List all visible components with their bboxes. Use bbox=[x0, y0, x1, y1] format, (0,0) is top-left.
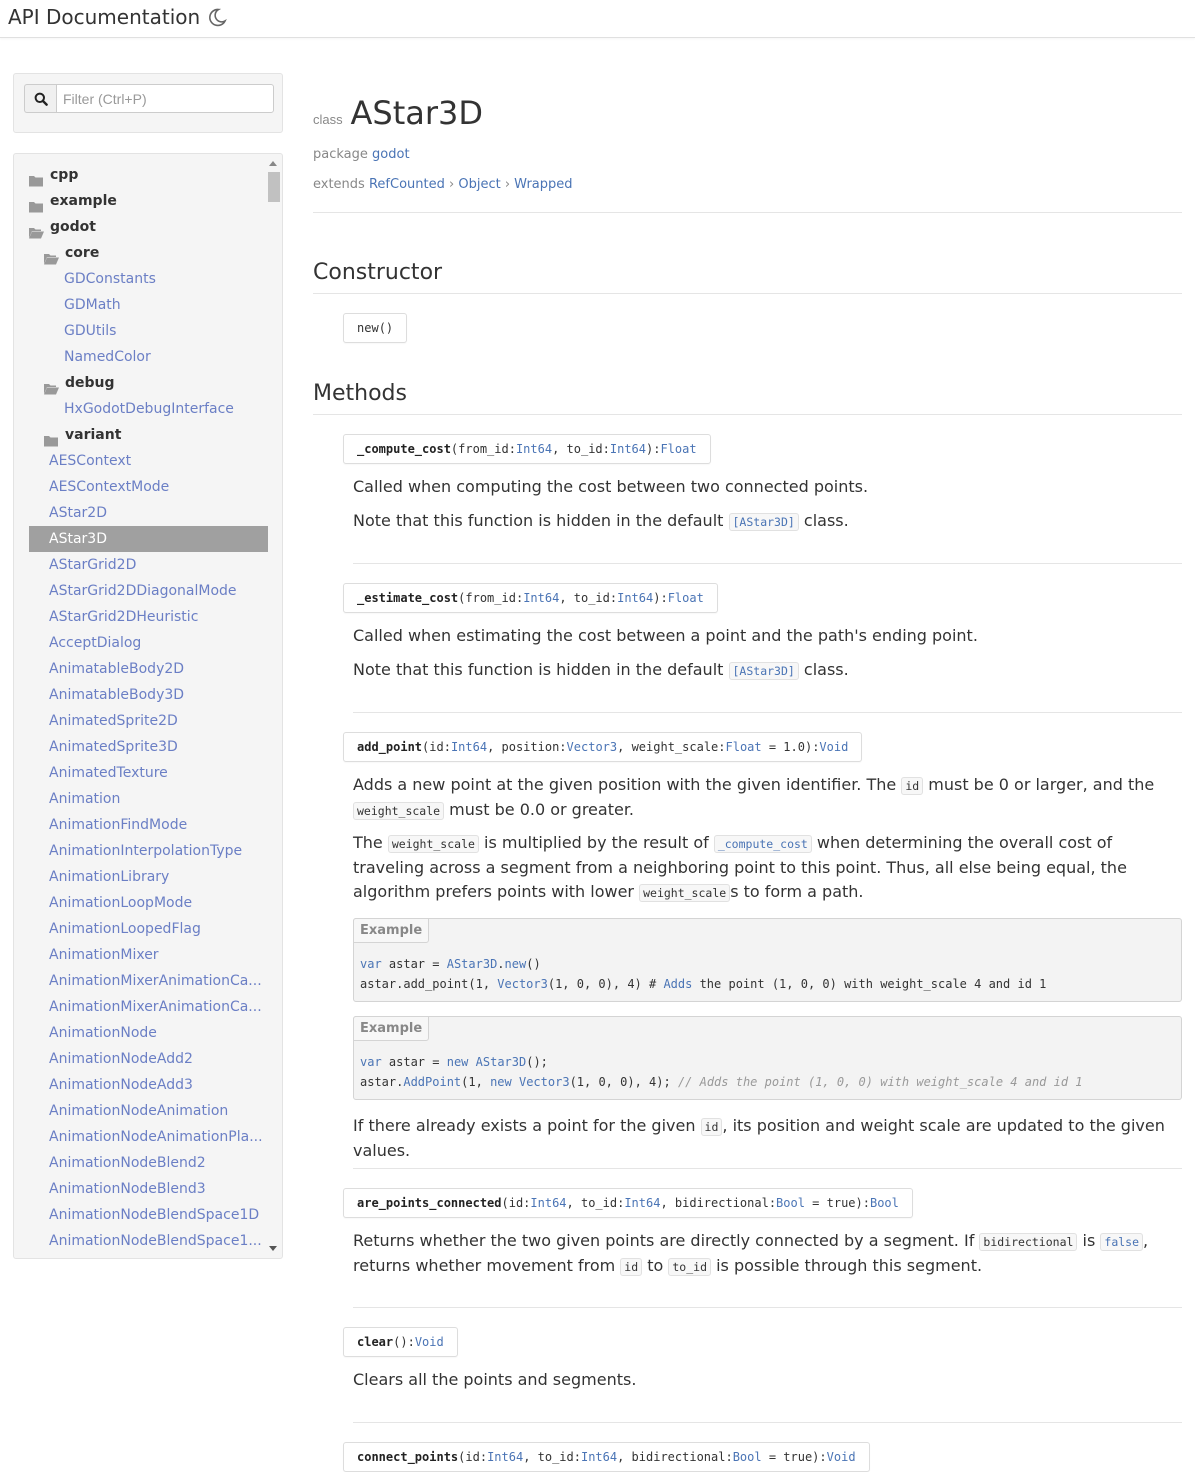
nav-item-label: AnimationLibrary bbox=[49, 869, 170, 885]
nav-class-link[interactable] bbox=[14, 578, 268, 604]
example-label: Example bbox=[353, 1016, 429, 1041]
method-description: Called when estimating the cost between a point and the path's ending point. bbox=[353, 626, 978, 645]
method-separator bbox=[353, 712, 1182, 713]
inline-code: id bbox=[701, 1118, 723, 1136]
divider bbox=[313, 293, 1182, 294]
nav-class-link[interactable] bbox=[14, 474, 268, 500]
folder-open-icon bbox=[44, 378, 58, 389]
nav-list bbox=[14, 162, 268, 1254]
code-block: var astar = AStar3D.new() astar.add_point(1, Vector3(1, 0, 0), 4) # Adds the point (1, 0, 0) with weight_scale 4 and id 1 bbox=[360, 957, 1047, 991]
constructor-heading: Constructor bbox=[313, 260, 443, 285]
nav-class-link[interactable] bbox=[14, 812, 268, 838]
nav-package[interactable] bbox=[14, 240, 268, 266]
nav-item-label: cpp bbox=[50, 167, 79, 183]
nav-class-link[interactable] bbox=[14, 552, 268, 578]
method-description: Returns whether the two given points are directly connected by a segment. If bidirectional is false , returns whether movement from id to to_id is possible through this segment. bbox=[353, 1231, 1149, 1275]
nav-item-label: AESContextMode bbox=[49, 479, 170, 495]
extends-label: extends bbox=[313, 177, 365, 192]
nav-class-link[interactable] bbox=[14, 968, 268, 994]
method-signature-are-points-connected[interactable]: are_points_connected(id:Int64, to_id:Int64, bidirectional:Bool = true):Bool bbox=[343, 1188, 913, 1218]
nav-item-label: AnimationNodeBlend2 bbox=[49, 1155, 206, 1171]
nav-package[interactable] bbox=[14, 370, 268, 396]
package-link[interactable]: godot bbox=[372, 147, 410, 162]
nav-class-link[interactable] bbox=[14, 1072, 268, 1098]
nav-item-label: AStarGrid2DDiagonalMode bbox=[49, 583, 237, 599]
nav-item-label: debug bbox=[65, 375, 115, 391]
nav-class-link[interactable] bbox=[14, 994, 268, 1020]
nav-package[interactable] bbox=[14, 162, 268, 188]
nav-item-label: HxGodotDebugInterface bbox=[64, 401, 234, 417]
extends-separator: › bbox=[504, 177, 511, 192]
nav-class-link[interactable] bbox=[14, 838, 268, 864]
nav-class-link[interactable] bbox=[14, 1228, 268, 1254]
nav-item-label: Animation bbox=[49, 791, 121, 807]
inline-code: false bbox=[1100, 1233, 1143, 1251]
nav-class-link[interactable] bbox=[14, 942, 268, 968]
nav-item-label: AnimationNode bbox=[49, 1025, 157, 1041]
method-signature-clear[interactable]: clear():Void bbox=[343, 1327, 458, 1357]
method-signature-compute-cost[interactable]: _compute_cost(from_id:Int64, to_id:Int64):Float bbox=[343, 434, 711, 464]
nav-item-label: AnimatedSprite3D bbox=[49, 739, 178, 755]
nav-item-label: AnimationNodeBlendSpace1... bbox=[49, 1233, 262, 1249]
nav-class-link[interactable] bbox=[14, 630, 268, 656]
nav-class-link[interactable] bbox=[14, 734, 268, 760]
scroll-up-icon[interactable] bbox=[269, 161, 277, 166]
nav-item-label: AnimationFindMode bbox=[49, 817, 188, 833]
method-separator bbox=[353, 1307, 1182, 1308]
class-keyword: class bbox=[313, 112, 343, 127]
code-block: var astar = new AStar3D(); astar.AddPoint(1, new Vector3(1, 0, 0), 4); // Adds the point (1, 0, 0) with weight_scale 4 and id 1 bbox=[360, 1055, 1083, 1089]
nav-item-label: NamedColor bbox=[64, 349, 151, 365]
scroll-down-icon[interactable] bbox=[269, 1246, 277, 1251]
nav-item-label: variant bbox=[65, 427, 122, 443]
nav-class-link[interactable] bbox=[14, 916, 268, 942]
method-note: Note that this function is hidden in the default [AStar3D] class. bbox=[353, 660, 849, 679]
nav-class-link[interactable] bbox=[14, 708, 268, 734]
extends-link-object[interactable]: Object bbox=[458, 177, 501, 192]
inline-code: weight_scale bbox=[353, 802, 444, 820]
method-signature-estimate-cost[interactable]: _estimate_cost(from_id:Int64, to_id:Int64):Float bbox=[343, 583, 718, 613]
method-ref[interactable]: _compute_cost bbox=[714, 835, 812, 853]
app-title[interactable]: API Documentation bbox=[8, 5, 201, 29]
inline-code: id bbox=[901, 777, 923, 795]
nav-class-link[interactable] bbox=[14, 500, 268, 526]
package-line bbox=[313, 147, 410, 162]
nav-class-link[interactable] bbox=[14, 604, 268, 630]
extends-link-refcounted[interactable]: RefCounted bbox=[368, 177, 445, 192]
nav-scrollbar[interactable] bbox=[267, 156, 280, 1256]
nav-item-label: AnimationNodeAdd2 bbox=[49, 1051, 193, 1067]
nav-class-link[interactable] bbox=[14, 864, 268, 890]
method-description: If there already exists a point for the given id , its position and weight scale are updated to the given values. bbox=[353, 1116, 1165, 1160]
nav-package[interactable] bbox=[14, 214, 268, 240]
nav-item-label: AnimatedTexture bbox=[49, 765, 168, 781]
nav-item-label: core bbox=[65, 245, 100, 261]
nav-item-label: AnimationMixerAnimationCa... bbox=[49, 999, 262, 1015]
method-name: _compute_cost bbox=[357, 442, 451, 456]
extends-link-wrapped[interactable]: Wrapped bbox=[514, 177, 573, 192]
nav-class-link[interactable] bbox=[14, 656, 268, 682]
nav-class-link[interactable] bbox=[14, 760, 268, 786]
method-note: Note that this function is hidden in the default [AStar3D] class. bbox=[353, 511, 849, 530]
method-name: clear bbox=[357, 1335, 394, 1349]
nav-item-label: AnimatedSprite2D bbox=[49, 713, 178, 729]
nav-class-link[interactable] bbox=[14, 1124, 268, 1150]
nav-item-label: AnimationNodeAnimationPla... bbox=[49, 1129, 263, 1145]
extends-separator: › bbox=[449, 177, 455, 192]
nav-class-link[interactable] bbox=[14, 448, 268, 474]
constructor-args: () bbox=[378, 321, 394, 335]
method-name: add_point bbox=[357, 740, 423, 754]
nav-class-link[interactable] bbox=[14, 396, 268, 422]
inline-code: bidirectional bbox=[979, 1233, 1077, 1251]
constructor-name: new bbox=[357, 321, 379, 335]
nav-item-label: AnimatableBody3D bbox=[49, 687, 185, 703]
moon-icon[interactable] bbox=[206, 6, 228, 28]
extends-line bbox=[313, 177, 573, 192]
folder-icon bbox=[29, 170, 43, 181]
nav-class-link[interactable] bbox=[14, 292, 268, 318]
nav-item-label: AnimationMixerAnimationCa... bbox=[49, 973, 262, 989]
nav-item-label: example bbox=[50, 193, 117, 209]
nav-item-label: AcceptDialog bbox=[49, 635, 142, 651]
nav-class-link[interactable] bbox=[14, 1020, 268, 1046]
inline-code: to_id bbox=[668, 1258, 711, 1276]
divider bbox=[313, 212, 1182, 213]
search-icon[interactable] bbox=[24, 84, 56, 113]
filter-input[interactable] bbox=[56, 84, 274, 113]
nav-item-label: AStarGrid2DHeuristic bbox=[49, 609, 199, 625]
nav-item-label: GDUtils bbox=[64, 323, 117, 339]
nav-item-label: GDMath bbox=[64, 297, 121, 313]
nav-item-label: AnimationLoopedFlag bbox=[49, 921, 201, 937]
method-description: Clears all the points and segments. bbox=[353, 1370, 637, 1389]
nav-class-link[interactable] bbox=[14, 1046, 268, 1072]
class-ref[interactable]: [AStar3D] bbox=[729, 513, 799, 531]
nav-item-label: AnimationNodeBlend3 bbox=[49, 1181, 206, 1197]
nav-class-link[interactable] bbox=[14, 682, 268, 708]
method-name: connect_points bbox=[357, 1450, 459, 1464]
code-example-csharp bbox=[353, 1016, 1182, 1100]
method-description: Adds a new point at the given position with the given identifier. The id must be 0 or larger, and the weight_scale must be 0.0 or greater. bbox=[353, 775, 1155, 819]
class-nav bbox=[13, 153, 283, 1259]
nav-class-link[interactable] bbox=[14, 1150, 268, 1176]
nav-item-label: AnimationNodeAnimation bbox=[49, 1103, 229, 1119]
method-signature-add-point[interactable]: add_point(id:Int64, position:Vector3, weight_scale:Float = 1.0):Void bbox=[343, 732, 862, 762]
nav-class-link[interactable] bbox=[14, 344, 268, 370]
method-description: The weight_scale is multiplied by the result of _compute_cost when determining the overall cost of traveling across a segment from a neighboring point to this point. Thus, all else being equal, the algorithm prefers points with lower weight_scale s to form a path. bbox=[353, 833, 1127, 901]
nav-class-link[interactable] bbox=[14, 1202, 268, 1228]
class-ref[interactable]: [AStar3D] bbox=[729, 662, 799, 680]
folder-icon bbox=[44, 430, 58, 441]
nav-item-label: AnimatableBody2D bbox=[49, 661, 185, 677]
folder-open-icon bbox=[44, 248, 58, 259]
method-signature-connect-points[interactable]: connect_points(id:Int64, to_id:Int64, bidirectional:Bool = true):Void bbox=[343, 1442, 870, 1472]
nav-item-label: AStar2D bbox=[49, 505, 107, 521]
nav-package[interactable] bbox=[14, 188, 268, 214]
filter-panel bbox=[13, 73, 283, 133]
nav-item-label: AnimationLoopMode bbox=[49, 895, 193, 911]
nav-class-link[interactable] bbox=[14, 266, 268, 292]
method-description: Called when computing the cost between two connected points. bbox=[353, 477, 869, 496]
class-name: AStar3D bbox=[350, 94, 484, 132]
nav-item-label: AnimationInterpolationType bbox=[49, 843, 243, 859]
nav-item-label: GDConstants bbox=[64, 271, 156, 287]
constructor-signature[interactable] bbox=[343, 313, 407, 343]
nav-item-label: AnimationMixer bbox=[49, 947, 159, 963]
nav-class-link[interactable] bbox=[14, 1176, 268, 1202]
nav-item-label: AnimationNodeAdd3 bbox=[49, 1077, 193, 1093]
inline-code: weight_scale bbox=[388, 835, 479, 853]
nav-package[interactable] bbox=[14, 422, 268, 448]
page-title bbox=[313, 94, 483, 132]
methods-heading: Methods bbox=[313, 381, 407, 406]
method-name: are_points_connected bbox=[357, 1196, 502, 1210]
nav-class-link[interactable] bbox=[14, 786, 268, 812]
scroll-thumb[interactable] bbox=[268, 172, 280, 202]
nav-class-link[interactable] bbox=[14, 318, 268, 344]
method-separator bbox=[353, 563, 1182, 564]
nav-item-label: godot bbox=[50, 219, 96, 235]
example-label: Example bbox=[353, 918, 429, 943]
method-separator bbox=[353, 1168, 1182, 1169]
nav-item-label: AnimationNodeBlendSpace1D bbox=[49, 1207, 260, 1223]
nav-item-label: AStarGrid2D bbox=[49, 557, 137, 573]
divider bbox=[313, 414, 1182, 415]
nav-item-label: AStar3D bbox=[49, 531, 107, 547]
top-bar bbox=[0, 0, 1195, 38]
package-label: package bbox=[313, 147, 368, 162]
inline-code: weight_scale bbox=[639, 884, 730, 902]
folder-icon bbox=[29, 196, 43, 207]
method-separator bbox=[353, 1422, 1182, 1423]
code-example-gdscript bbox=[353, 918, 1182, 1002]
nav-class-link[interactable] bbox=[29, 526, 268, 552]
nav-class-link[interactable] bbox=[14, 1098, 268, 1124]
method-name: _estimate_cost bbox=[357, 591, 459, 605]
nav-item-label: AESContext bbox=[49, 453, 132, 469]
nav-class-link[interactable] bbox=[14, 890, 268, 916]
folder-open-icon bbox=[29, 222, 43, 233]
inline-code: id bbox=[620, 1258, 642, 1276]
